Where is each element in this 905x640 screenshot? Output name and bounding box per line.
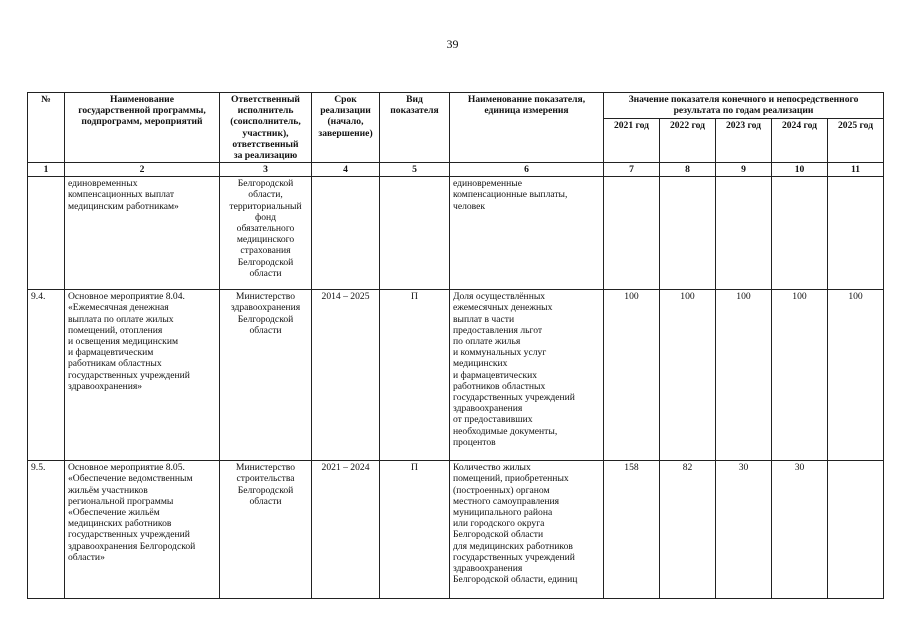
- header-responsible: Ответственный исполнитель (соисполнитель, участник), ответственный за реализацию: [220, 93, 312, 163]
- column-number: 8: [660, 163, 716, 177]
- column-number: 4: [312, 163, 380, 177]
- row-responsible: Министерство здравоохранения Белгородской области: [220, 290, 312, 461]
- row-value-2022: 100: [660, 290, 716, 461]
- row-indicator-type: [380, 177, 450, 290]
- header-year-2022: 2022 год: [660, 119, 716, 163]
- row-num: [28, 177, 65, 290]
- header-term: Срок реализации (начало, завершение): [312, 93, 380, 163]
- table-row: [28, 177, 884, 290]
- row-value-2022: 82: [660, 461, 716, 599]
- row-indicator-type: П: [380, 461, 450, 599]
- row-value-2025: [828, 177, 884, 290]
- row-value-2022: [660, 177, 716, 290]
- row-responsible: Белгородской области, территориальный фонд обязательного медицинского страхования Белгородской области: [220, 177, 312, 290]
- row-term: 2014 – 2025: [312, 290, 380, 461]
- row-indicator-name: единовременные компенсационные выплаты, человек: [450, 177, 604, 290]
- program-table: [27, 92, 884, 599]
- header-values: Значение показателя конечного и непосредственного результата по годам реализации: [604, 93, 884, 119]
- row-value-2021: 158: [604, 461, 660, 599]
- header-year-2025: 2025 год: [828, 119, 884, 163]
- row-program-name: Основное мероприятие 8.04. «Ежемесячная денежная выплата по оплате жилых помещений, отопления и освещения медицинским и фармацевтическим работникам областных государственных учреждений здравоохранения»: [65, 290, 220, 461]
- column-number: 9: [716, 163, 772, 177]
- page-number: 39: [446, 37, 459, 51]
- column-number: 5: [380, 163, 450, 177]
- table-row: [28, 461, 884, 599]
- row-value-2021: [604, 177, 660, 290]
- table-row: [28, 290, 884, 461]
- row-indicator-type: П: [380, 290, 450, 461]
- column-number: 3: [220, 163, 312, 177]
- row-value-2024: 100: [772, 290, 828, 461]
- row-value-2023: 100: [716, 290, 772, 461]
- row-value-2025: 100: [828, 290, 884, 461]
- column-numbers-row: [28, 163, 884, 177]
- header-year-2021: 2021 год: [604, 119, 660, 163]
- row-value-2024: 30: [772, 461, 828, 599]
- header-row: [28, 93, 884, 119]
- column-number: 7: [604, 163, 660, 177]
- row-value-2023: 30: [716, 461, 772, 599]
- row-value-2023: [716, 177, 772, 290]
- row-responsible: Министерство строительства Белгородской области: [220, 461, 312, 599]
- row-num: 9.4.: [28, 290, 65, 461]
- row-indicator-name: Количество жилых помещений, приобретенных (построенных) органом местного самоуправления муниципального района или городского округа Белгородской области для медицинских работников государственных учреждений здравоохранения Белгородской области, единиц: [450, 461, 604, 599]
- column-number: 11: [828, 163, 884, 177]
- header-year-2023: 2023 год: [716, 119, 772, 163]
- row-value-2021: 100: [604, 290, 660, 461]
- row-program-name: Основное мероприятие 8.05. «Обеспечение ведомственным жильём участников региональной программы «Обеспечение жильём медицинских работников государственных учреждений здравоохранения Белгородской области»: [65, 461, 220, 599]
- header-year-2024: 2024 год: [772, 119, 828, 163]
- header-num: №: [28, 93, 65, 163]
- row-program-name: единовременных компенсационных выплат медицинским работникам»: [65, 177, 220, 290]
- column-number: 6: [450, 163, 604, 177]
- header-program-name: Наименование государственной программы, подпрограмм, мероприятий: [65, 93, 220, 163]
- row-value-2025: [828, 461, 884, 599]
- row-term: [312, 177, 380, 290]
- header-indicator-name: Наименование показателя, единица измерения: [450, 93, 604, 163]
- row-indicator-name: Доля осуществлённых ежемесячных денежных выплат в части предоставления льгот по оплате жилья и коммунальных услуг медицинских и фармацевтических работников областных государственных учреждений здравоохранения от предоставивших необходимые документы, процентов: [450, 290, 604, 461]
- row-value-2024: [772, 177, 828, 290]
- column-number: 1: [28, 163, 65, 177]
- row-term: 2021 – 2024: [312, 461, 380, 599]
- column-number: 2: [65, 163, 220, 177]
- column-number: 10: [772, 163, 828, 177]
- header-indicator-type: Вид показателя: [380, 93, 450, 163]
- row-num: 9.5.: [28, 461, 65, 599]
